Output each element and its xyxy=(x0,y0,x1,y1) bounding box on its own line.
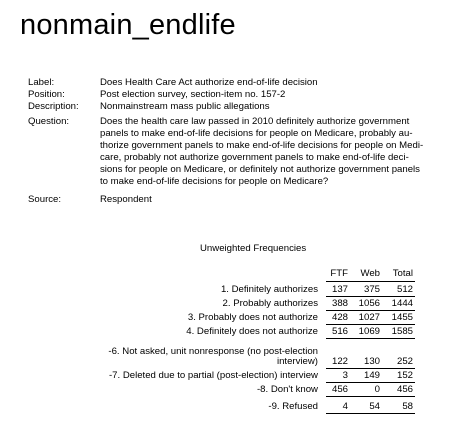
header-rule xyxy=(326,281,415,282)
question-line: thorize government panels to make end-of-life decisions for people on Medi- xyxy=(100,140,424,151)
row-label: 3. Probably does not authorize xyxy=(187,312,318,323)
row-web: 0 xyxy=(374,384,380,395)
row-label: -6. Not asked, unit nonresponse (no post-election xyxy=(108,346,318,357)
row-rule xyxy=(326,382,415,383)
question-line: sions for people on Medicare, or definitely not authorize government panels xyxy=(100,164,420,175)
row-ftf: 3 xyxy=(342,370,348,381)
question-line: Does the health care law passed in 2010 definitely authorize government xyxy=(100,116,410,127)
position-key: Position: xyxy=(28,89,65,100)
row-ftf: 122 xyxy=(331,356,348,367)
meta-question-row xyxy=(28,116,458,190)
row-rule xyxy=(326,338,415,339)
row-web: 1027 xyxy=(358,312,380,323)
row-web: 130 xyxy=(363,356,380,367)
row-label: -8. Don't know xyxy=(256,384,318,395)
row-ftf: 456 xyxy=(331,384,348,395)
page-title: nonmain_endlife xyxy=(20,9,236,41)
row-total: 152 xyxy=(396,370,413,381)
question-key: Question: xyxy=(28,116,70,127)
position-value: Post election survey, section-item no. 157-2 xyxy=(100,89,286,100)
row-total: 1585 xyxy=(391,326,413,337)
source-key: Source: xyxy=(28,194,62,205)
meta-description-row xyxy=(28,101,458,113)
col-header-total: Total xyxy=(392,268,413,279)
row-web: 1069 xyxy=(358,326,380,337)
row-total: 512 xyxy=(396,284,413,295)
row-web: 149 xyxy=(363,370,380,381)
row-label-continued: interview) xyxy=(276,356,318,367)
row-label: 2. Probably authorizes xyxy=(222,298,318,309)
row-label: -7. Deleted due to partial (post-election) interview xyxy=(108,370,318,381)
row-total: 252 xyxy=(396,356,413,367)
row-ftf: 388 xyxy=(331,298,348,309)
meta-label-row xyxy=(28,77,458,89)
question-line: to make end-of-life decisions for people on Medicare? xyxy=(100,176,329,187)
row-total: 456 xyxy=(396,384,413,395)
row-label: -9. Refused xyxy=(268,401,318,412)
row-rule xyxy=(326,296,415,297)
row-rule xyxy=(326,368,415,369)
row-total: 1444 xyxy=(391,298,413,309)
description-key: Description: xyxy=(28,101,79,112)
row-web: 375 xyxy=(363,284,380,295)
label-value: Does Health Care Act authorize end-of-life decision xyxy=(100,77,318,88)
source-value: Respondent xyxy=(100,194,152,205)
row-rule xyxy=(326,413,415,414)
row-web: 1056 xyxy=(358,298,380,309)
row-web: 54 xyxy=(369,401,380,412)
question-line: care, probably not authorize government panels to make end-of-life deci- xyxy=(100,152,409,163)
row-ftf: 4 xyxy=(342,401,348,412)
row-ftf: 137 xyxy=(331,284,348,295)
label-key: Label: xyxy=(28,77,55,88)
row-ftf: 428 xyxy=(331,312,348,323)
row-rule xyxy=(326,324,415,325)
description-value: Nonmainstream mass public allegations xyxy=(100,101,270,112)
question-line: panels to make end-of-life decisions for people on Medicare, probably au- xyxy=(100,128,413,139)
meta-source-row xyxy=(28,194,458,206)
row-label: 4. Definitely does not authorize xyxy=(186,326,318,337)
row-ftf: 516 xyxy=(331,326,348,337)
question-text xyxy=(100,116,448,188)
frequency-heading: Unweighted Frequencies xyxy=(200,243,307,254)
col-header-ftf: FTF xyxy=(330,268,348,279)
row-total: 58 xyxy=(402,401,413,412)
meta-position-row xyxy=(28,89,458,101)
row-rule xyxy=(326,310,415,311)
row-label: 1. Definitely authorizes xyxy=(220,284,318,295)
col-header-web: Web xyxy=(360,268,380,279)
row-total: 1455 xyxy=(391,312,413,323)
row-rule xyxy=(326,396,415,397)
